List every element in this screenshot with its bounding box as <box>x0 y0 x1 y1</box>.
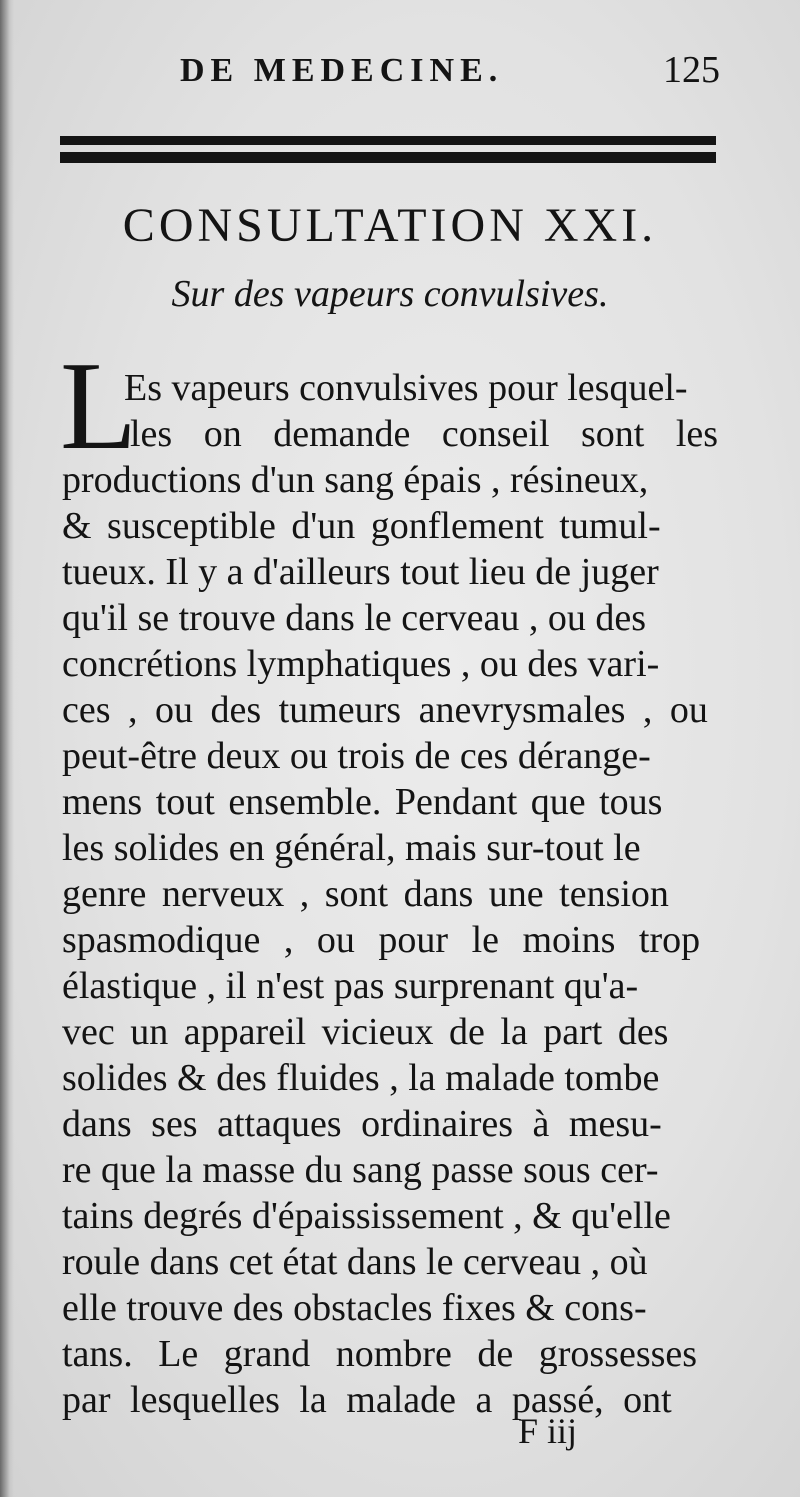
body-line: tueux. Il y a d'ailleurs tout lieu de juger <box>62 551 659 593</box>
page-header <box>60 48 720 98</box>
body-line: productions d'un sang épais , résineux, <box>62 459 649 501</box>
body-line: vec un appareil vicieux de la part des <box>62 1011 669 1053</box>
drop-cap: L <box>60 337 137 476</box>
body-line: roule dans cet état dans le cerveau , où <box>62 1241 648 1283</box>
signature-mark: F iij <box>518 1411 578 1451</box>
body-line: par lesquelles la malade a passé, ont <box>62 1379 672 1421</box>
body-line: élastique , il n'est pas surprenant qu'a- <box>62 965 639 1007</box>
page-gutter-shadow <box>0 0 14 1497</box>
body-line: dans ses attaques ordinaires à mesu- <box>62 1103 662 1145</box>
header-rule-thin <box>60 152 716 163</box>
consultation-subtitle: Sur des vapeurs convulsives. <box>171 273 609 315</box>
body-line: les on demande conseil sont les <box>130 413 719 455</box>
body-line: les solides en général, mais sur-tout le <box>62 827 641 869</box>
body-line: elle trouve des obstacles fixes & cons- <box>62 1287 647 1329</box>
body-line: peut-être deux ou trois de ces dérange- <box>62 735 651 777</box>
body-line: spasmodique , ou pour le moins trop <box>62 919 701 961</box>
body-line: tains degrés d'épaississement , & qu'elle <box>62 1195 671 1237</box>
body-line: qu'il se trouve dans le cerveau , ou des <box>62 597 647 639</box>
header-rule-thick <box>60 136 716 145</box>
body-line: genre nerveux , sont dans une tension <box>62 873 669 915</box>
body-line: re que la masse du sang passe sous cer- <box>62 1149 659 1191</box>
body-line: ces , ou des tumeurs anevrysmales , ou <box>62 689 708 731</box>
body-line: concrétions lymphatiques , ou des vari- <box>62 643 660 685</box>
body-line: & susceptible d'un gonflement tumul- <box>62 505 661 547</box>
running-head: DE MEDECINE. <box>180 52 504 89</box>
page-number: 125 <box>663 49 720 91</box>
consultation-title: CONSULTATION XXI. <box>122 199 658 252</box>
body-line: tans. Le grand nombre de grossesses <box>62 1333 698 1375</box>
body-line: mens tout ensemble. Pendant que tous <box>62 781 663 823</box>
body-line: Es vapeurs convulsives pour lesquel- <box>124 367 688 409</box>
body-line: solides & des fluides , la malade tombe <box>62 1057 660 1099</box>
